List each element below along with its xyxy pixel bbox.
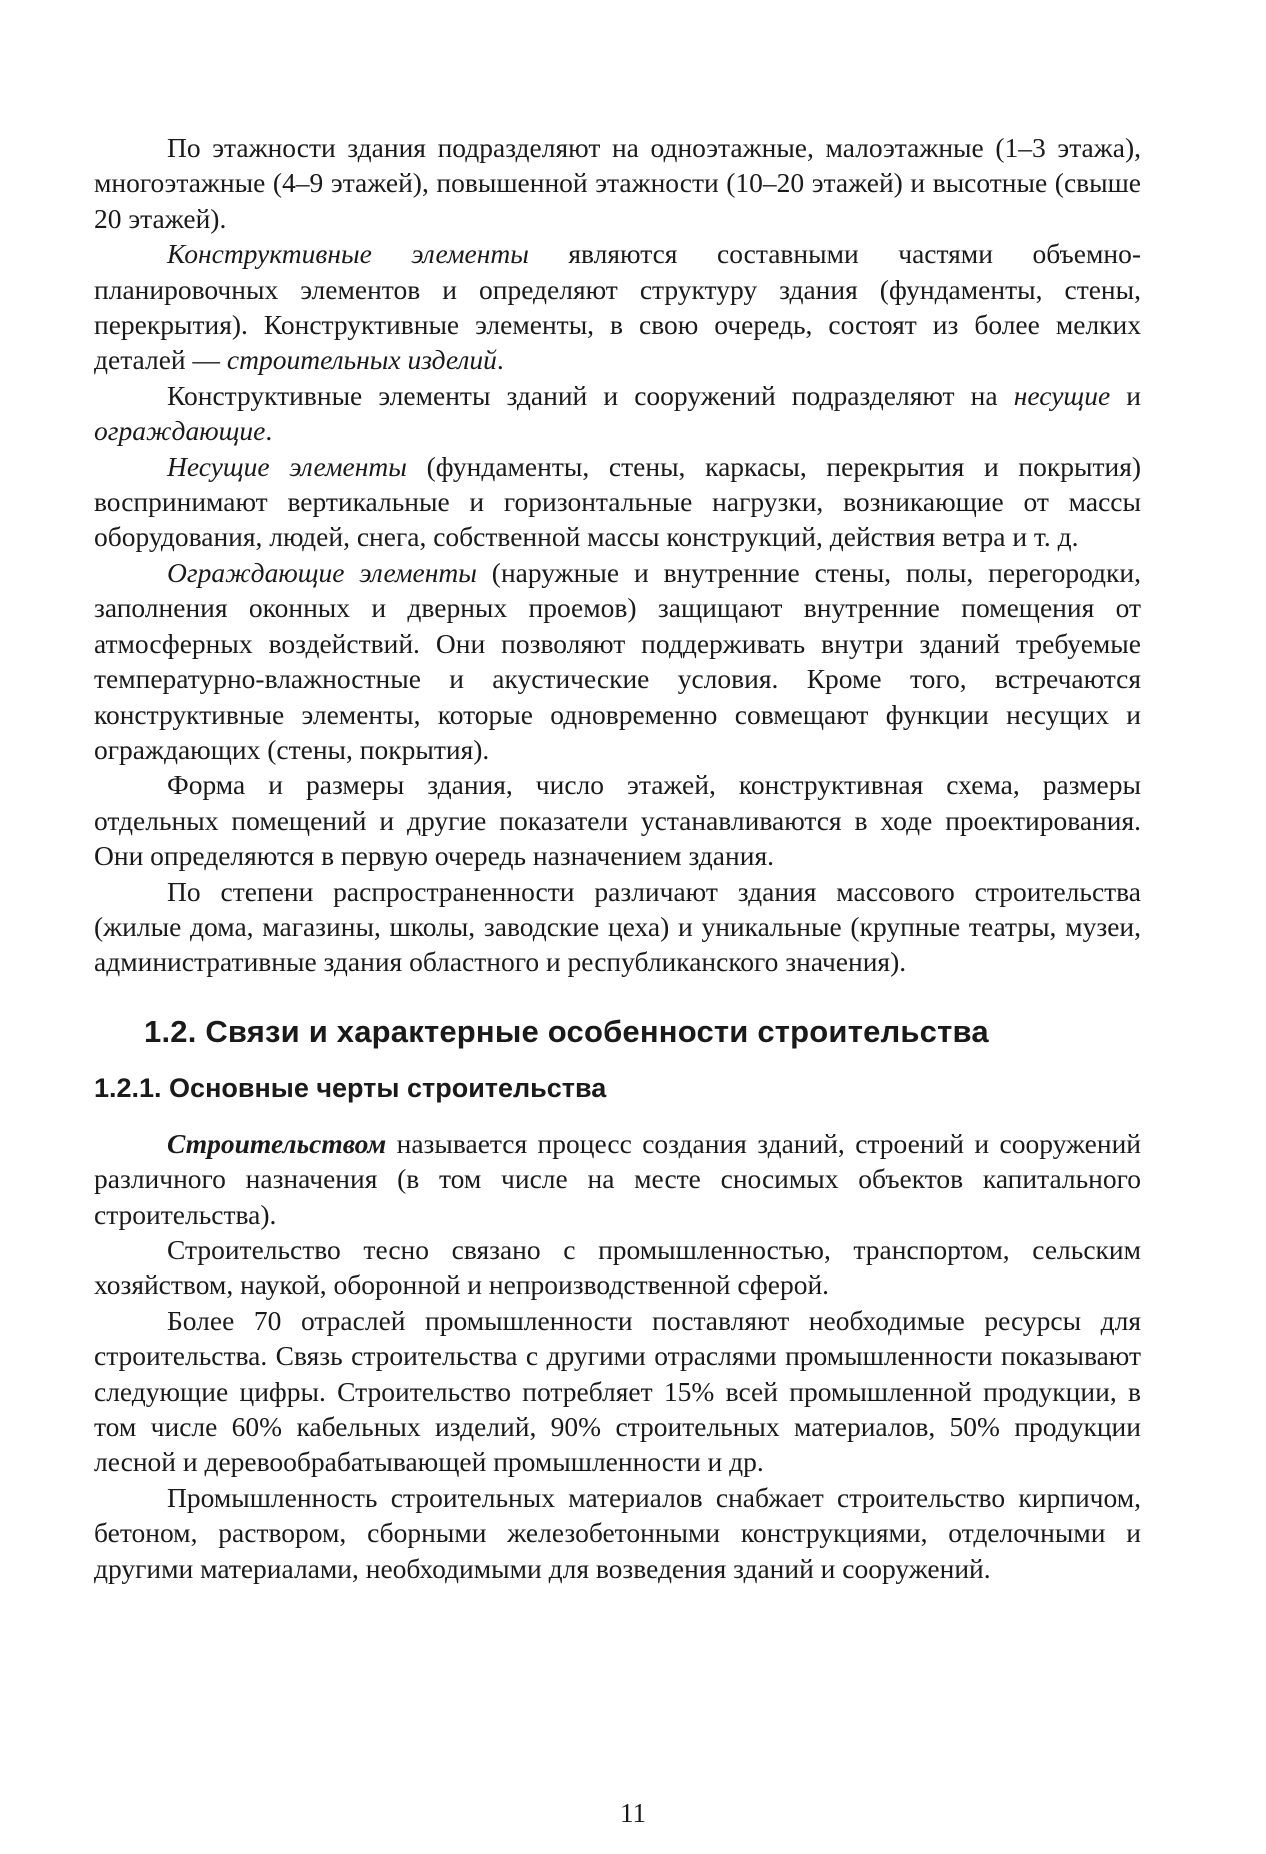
paragraph-construction-definition: Строительством называется процесс создания зданий, строений и сооружений различного назначения (в том числе на месте сносимых объектов капитального строительства).: [94, 1127, 1141, 1230]
paragraph-construction-links: Строительство тесно связано с промышленностью, транспортом, сельским хозяйством, наукой, оборонной и непроизводственной сферой.: [94, 1233, 1141, 1301]
term-building-products: строительных изделий: [226, 344, 497, 376]
paragraph-storeys: По этажности здания подразделяют на одноэтажные, малоэтажные (1–3 этажа), многоэтажные (4–9 этажей), повышенной этажности (10–20 этажей) и высотные (свыше 20 этажей).: [94, 132, 1141, 234]
paragraph-enclosing-elements: Ограждающие элементы (наружные и внутренние стены, полы, перегородки, заполнения оконных и дверных проемов) защищают внутренние помещения от атмосферных воздействий. Они позволяют поддерживать внутри зданий требуемые температурно-влажностные и акустические условия. Кроме того, встречаются конструктивные элементы, которые одновременно совмещают функции несущих и ограждающих (стены, покрытия).: [94, 556, 1141, 765]
paragraph-materials-industry: Промышленность строительных материалов снабжает строительство кирпичом, бетоном, раствором, сборными железобетонными конструкциями, отделочными и другими материалами, необходимыми для возведения зданий и сооружений.: [94, 1481, 1141, 1584]
subsection-heading-1-2-1: 1.2.1. Основные черты строительства: [94, 1072, 607, 1103]
paragraph-prevalence: По степени распространенности различают здания массового строительства (жилые дома, магазины, школы, заводские цеха) и уникальные (крупные театры, музеи, административные здания областного и республиканского значения).: [94, 875, 1141, 978]
term-enclosing: ограждающие: [94, 415, 266, 447]
term-structural-elements: Конструктивные элементы: [167, 238, 529, 270]
page-body: [94, 130, 1141, 1586]
section-heading-1-2: 1.2. Связи и характерные особенности строительства: [144, 1013, 989, 1049]
paragraph-industry-figures: Более 70 отраслей промышленности поставляют необходимые ресурсы для строительства. Связь строительства с другими отраслями промышленности показывают следующие цифры. Строительство потребляет 15% всей промышленной продукции, в том числе 60% кабельных изделий, 90% строительных материалов, 50% продукции лесной и деревообрабатывающей промышленности и др.: [94, 1304, 1141, 1478]
term-construction: Строительством: [167, 1127, 387, 1159]
paragraph-bearing-elements: Несущие элементы (фундаменты, стены, каркасы, перекрытия и покрытия) воспринимают вертикальные и горизонтальные нагрузки, возникающие от массы оборудования, людей, снега, собственной массы конструкций, действия ветра и т. д.: [94, 450, 1141, 553]
paragraph-building-shape: Форма и размеры здания, число этажей, конструктивная схема, размеры отдельных помещений и другие показатели устанавливаются в ходе проектирования. Они определяются в первую очередь назначением здания.: [94, 769, 1141, 872]
term-enclosing-elements: Ограждающие элементы: [167, 556, 477, 588]
paragraph-structural-elements: Конструктивные элементы являются составными частями объемно-планировочных элементов и определяют структуру здания (фундаменты, стены, перекрытия). Конструктивные элементы, в свою очередь, состоят из более мелких деталей — строительных изделий.: [94, 238, 1141, 376]
term-bearing-elements: Несущие элементы: [167, 450, 407, 482]
term-bearing: несущие: [1013, 379, 1111, 411]
paragraph-element-classes: Конструктивные элементы зданий и сооружений подразделяют на несущие и ограждающие.: [94, 379, 1141, 447]
page-number: 11: [620, 1798, 646, 1828]
